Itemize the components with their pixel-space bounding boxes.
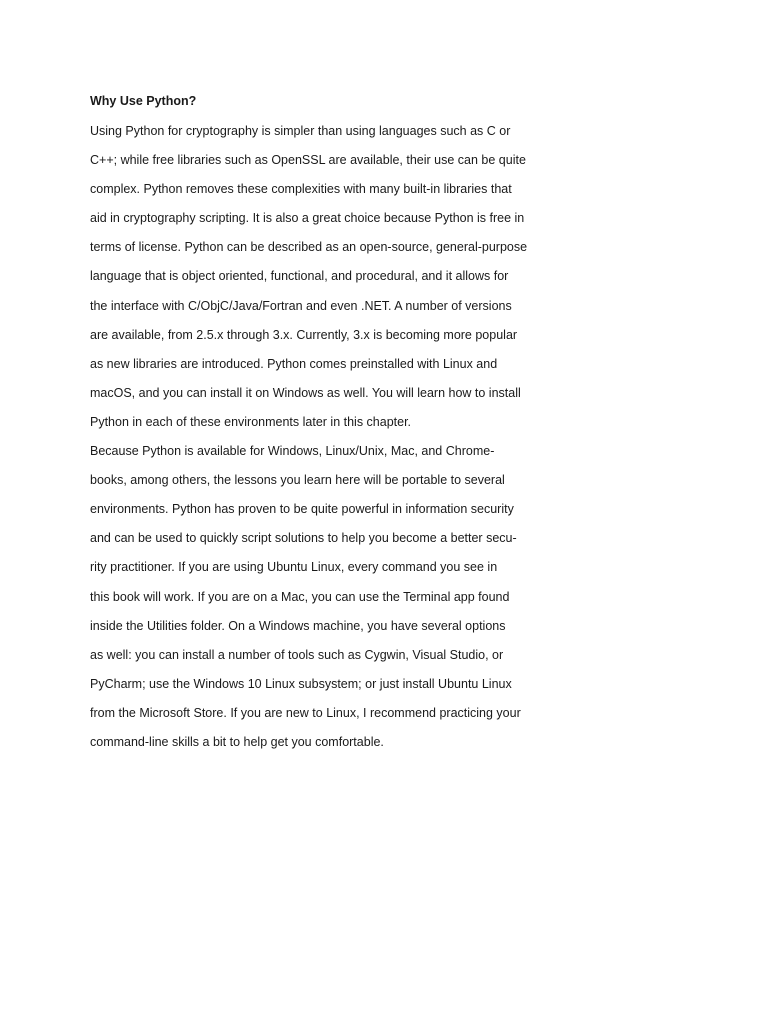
paragraph-2 — [90, 437, 550, 757]
text-line: books, among others, the lessons you learn here will be portable to several — [90, 473, 505, 488]
text-line: as well: you can install a number of tools such as Cygwin, Visual Studio, or — [90, 647, 504, 662]
text-line: macOS, and you can install it on Windows as well. You will learn how to install — [90, 385, 521, 400]
text-line: PyCharm; use the Windows 10 Linux subsystem; or just install Ubuntu Linux — [90, 676, 512, 691]
text-line: aid in cryptography scripting. It is also a great choice because Python is free in — [90, 211, 525, 226]
text-line: the interface with C/ObjC/Java/Fortran and even .NET. A number of versions — [90, 298, 512, 313]
text-line: environments. Python has proven to be quite powerful in information security — [90, 502, 514, 517]
paragraph-1 — [90, 117, 550, 437]
text-line: Python in each of these environments later in this chapter. — [90, 414, 412, 429]
text-line: terms of license. Python can be described as an open-source, general-purpose — [90, 240, 528, 255]
text-line: inside the Utilities folder. On a Windows machine, you have several options — [90, 618, 506, 633]
text-line: Because Python is available for Windows, Linux/Unix, Mac, and Chrome- — [90, 444, 495, 459]
text-line: command-line skills a bit to help get you comfortable. — [90, 734, 384, 749]
section-heading: Why Use Python? — [90, 94, 197, 108]
text-line: language that is object oriented, functional, and procedural, and it allows for — [90, 269, 509, 284]
text-line: rity practitioner. If you are using Ubuntu Linux, every command you see in — [90, 560, 498, 575]
text-line: as new libraries are introduced. Python comes preinstalled with Linux and — [90, 356, 498, 371]
text-line: are available, from 2.5.x through 3.x. Currently, 3.x is becoming more popular — [90, 327, 518, 342]
text-line: Using Python for cryptography is simpler than using languages such as C or — [90, 124, 511, 138]
text-line: this book will work. If you are on a Mac, you can use the Terminal app found — [90, 589, 510, 604]
text-line: complex. Python removes these complexities with many built-in libraries that — [90, 182, 512, 197]
text-line: C++; while free libraries such as OpenSSL are available, their use can be quite — [90, 153, 526, 168]
text-line: from the Microsoft Store. If you are new to Linux, I recommend practicing your — [90, 705, 521, 720]
text-line: and can be used to quickly script solutions to help you become a better secu- — [90, 531, 517, 546]
document-page — [90, 88, 550, 757]
